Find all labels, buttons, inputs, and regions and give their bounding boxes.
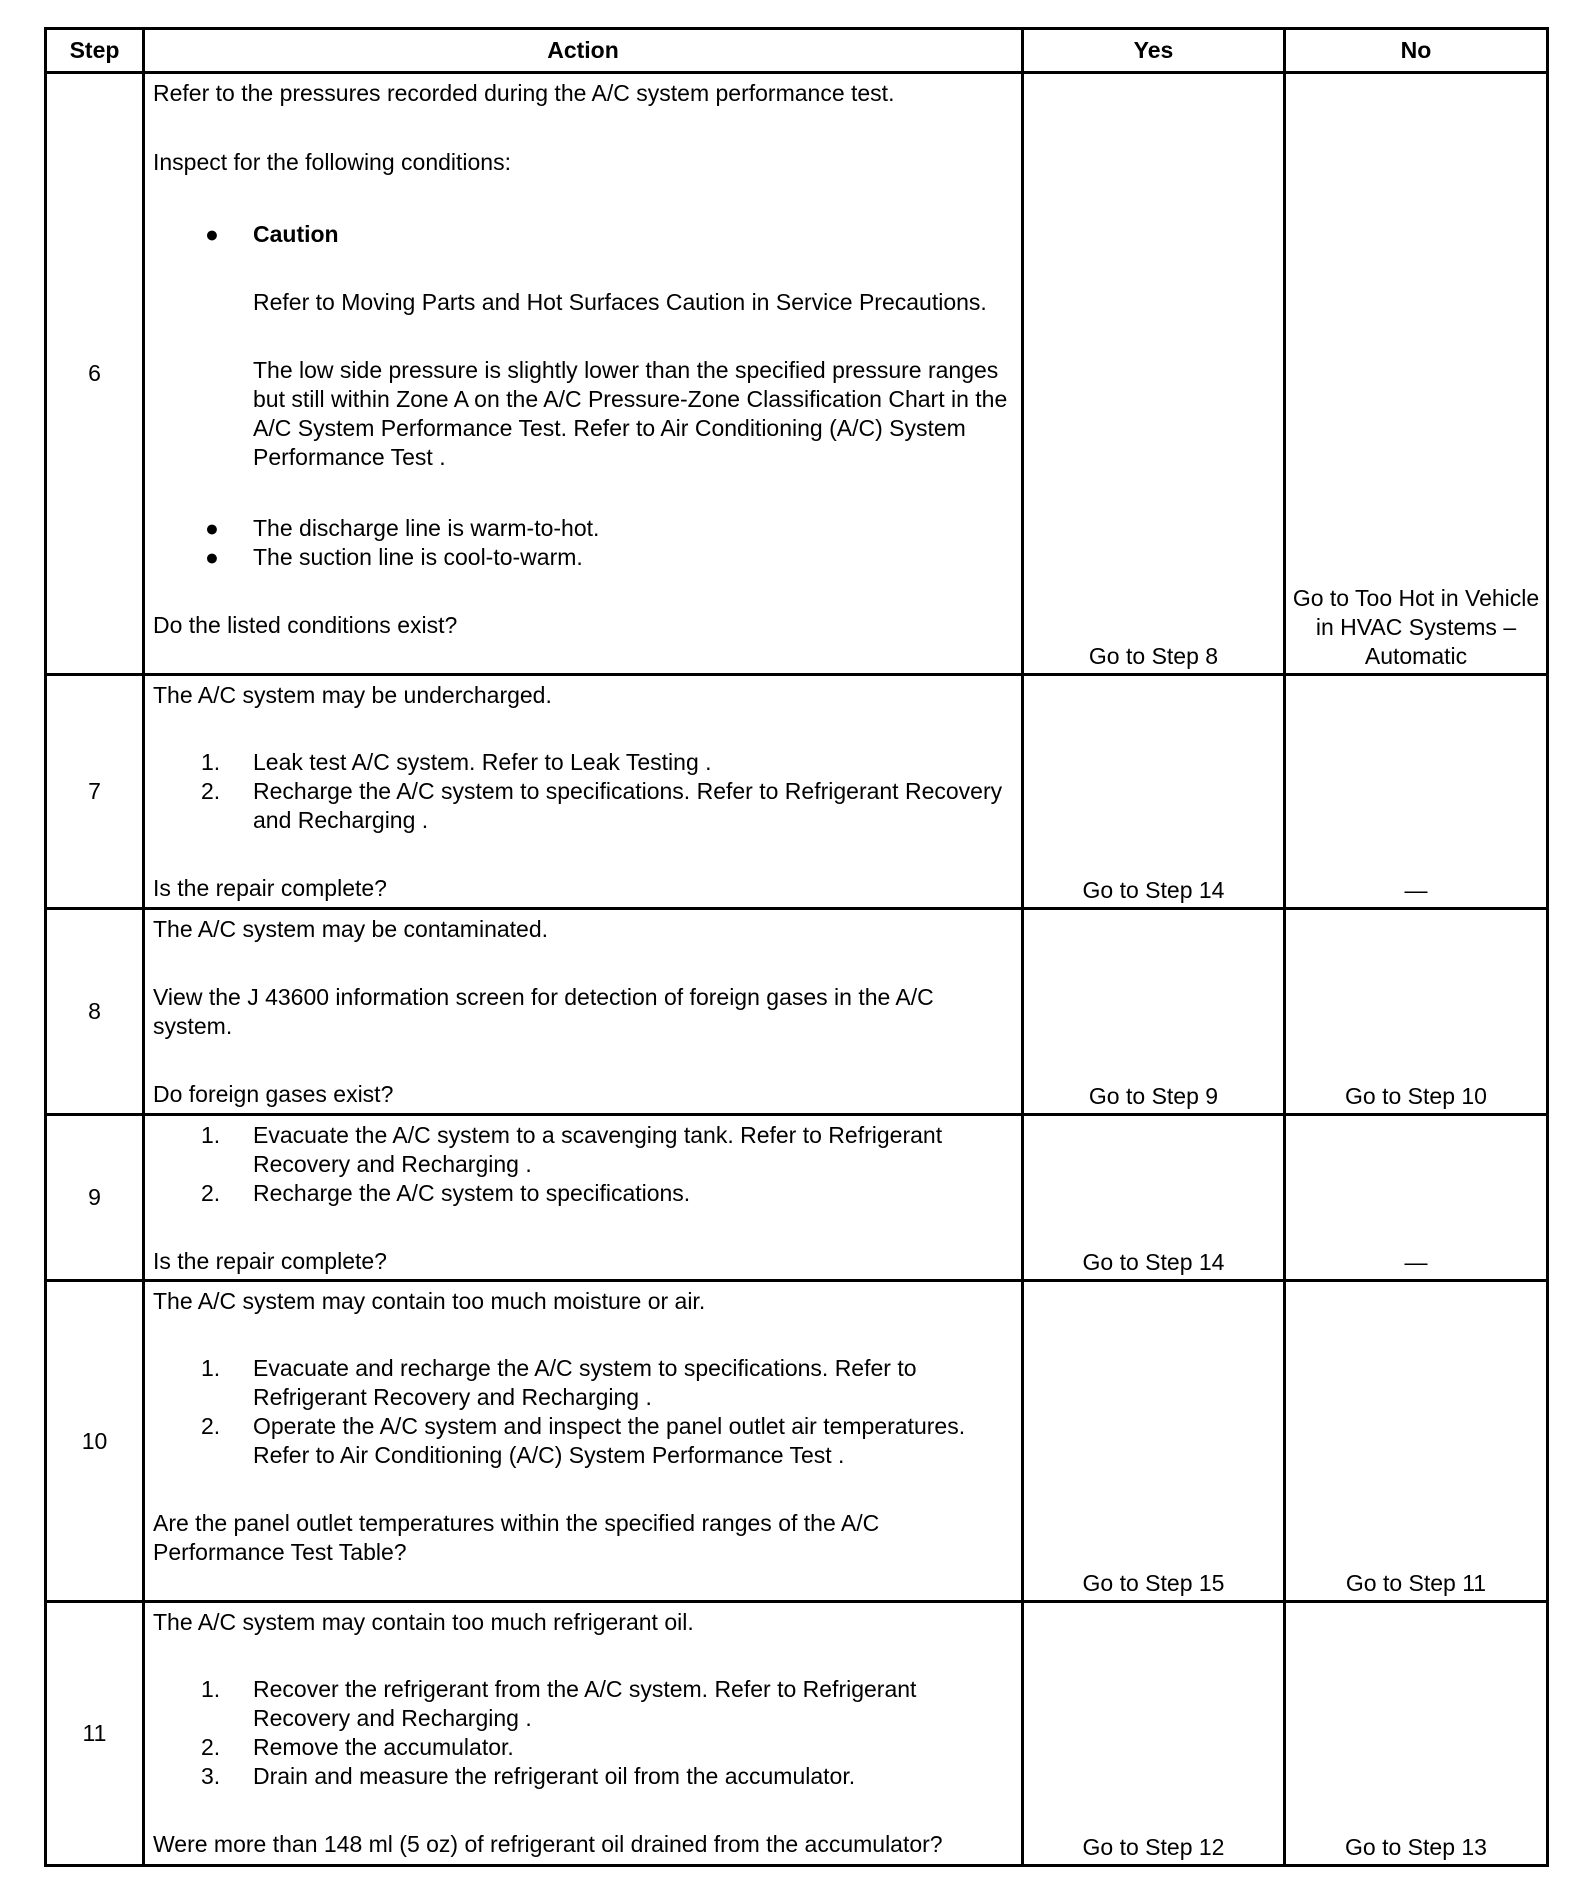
action-question: Are the panel outlet temperatures within the specified ranges of the A/C Performance Test Table? (153, 1510, 880, 1565)
action-question: Do foreign gases exist? (153, 1081, 394, 1107)
list-item: 2. Recharge the A/C system to specifications. (201, 1180, 691, 1206)
action-inspect: Inspect for the following conditions: (153, 149, 511, 175)
list-item: 1. Evacuate and recharge the A/C system to specifications. Refer to Refrigerant Recovery and Recharging . (201, 1355, 917, 1410)
action-intro: The A/C system may contain too much refrigerant oil. (153, 1609, 694, 1635)
step-list (153, 1675, 1013, 1791)
action-question: Do the listed conditions exist? (153, 612, 458, 638)
list-item (153, 220, 1013, 472)
table-header-row (46, 29, 1548, 73)
step-number: 10 (46, 1281, 144, 1602)
header-yes: Yes (1023, 29, 1285, 73)
action-question: Is the repair complete? (153, 1248, 387, 1274)
caution-title: Caution (253, 221, 339, 247)
step-number: 6 (46, 73, 144, 675)
list-item-text: Remove the accumulator. (253, 1734, 514, 1760)
no-result: Go to Too Hot in Vehicle in HVAC Systems – Automatic (1285, 73, 1548, 675)
step-number: 11 (46, 1602, 144, 1866)
no-result: — (1285, 1115, 1548, 1281)
list-item: 2. Operate the A/C system and inspect the panel outlet air temperatures. Refer to Air Conditioning (A/C) System Performance Test . (201, 1413, 966, 1468)
list-item-text: Recharge the A/C system to specifications. (253, 1180, 691, 1206)
yes-result: Go to Step 8 (1023, 73, 1285, 675)
action-cell (144, 909, 1023, 1115)
table-row (46, 909, 1548, 1115)
diagnostic-table (44, 27, 1549, 1867)
header-step: Step (46, 29, 144, 73)
list-item (153, 543, 1013, 572)
list-item-text: Recover the refrigerant from the A/C system. Refer to Refrigerant Recovery and Recharging . (253, 1676, 917, 1731)
list-item-text: The discharge line is warm-to-hot. (253, 515, 600, 541)
list-item-text: Operate the A/C system and inspect the panel outlet air temperatures. Refer to Air Conditioning (A/C) System Performance Test . (253, 1413, 966, 1468)
list-item (153, 514, 1013, 543)
header-action: Action (144, 29, 1023, 73)
list-item-text: Recharge the A/C system to specifications. Refer to Refrigerant Recovery and Recharging . (253, 778, 1003, 833)
list-item-text: Leak test A/C system. Refer to Leak Testing . (253, 749, 712, 775)
action-intro: The A/C system may be contaminated. (153, 916, 549, 942)
action-cell (144, 1602, 1023, 1866)
action-question: Is the repair complete? (153, 875, 387, 901)
step-number: 7 (46, 675, 144, 909)
low-side-condition: The low side pressure is slightly lower than the specified pressure ranges but still within Zone A on the A/C Pressure-Zone Classification Chart in the A/C System Performance Test. Refer to Air Conditioning (A/C) System Performance Test . (253, 357, 1008, 470)
list-item: 1. Leak test A/C system. Refer to Leak Testing . (201, 749, 712, 775)
table-row (46, 1281, 1548, 1602)
list-item-text: Drain and measure the refrigerant oil from the accumulator. (253, 1763, 856, 1789)
list-item: 3. Drain and measure the refrigerant oil from the accumulator. (201, 1763, 856, 1789)
action-cell (144, 1115, 1023, 1281)
list-item: 1. Evacuate the A/C system to a scavenging tank. Refer to Refrigerant Recovery and Recharging . (201, 1122, 943, 1177)
no-result: — (1285, 675, 1548, 909)
step-list (153, 748, 1013, 835)
action-intro: The A/C system may be undercharged. (153, 682, 552, 708)
yes-result: Go to Step 14 (1023, 1115, 1285, 1281)
step-list (153, 1354, 1013, 1470)
header-no: No (1285, 29, 1548, 73)
list-item-text: Evacuate the A/C system to a scavenging tank. Refer to Refrigerant Recovery and Recharging . (253, 1122, 943, 1177)
condition-list (153, 220, 1013, 572)
yes-result: Go to Step 9 (1023, 909, 1285, 1115)
step-number: 8 (46, 909, 144, 1115)
list-item: 2. Remove the accumulator. (201, 1734, 514, 1760)
action-cell (144, 1281, 1023, 1602)
table-row (46, 73, 1548, 675)
no-result: Go to Step 13 (1285, 1602, 1548, 1866)
no-result: Go to Step 10 (1285, 909, 1548, 1115)
caution-text: Refer to Moving Parts and Hot Surfaces Caution in Service Precautions. (253, 289, 987, 315)
action-cell (144, 675, 1023, 909)
bullet-icon: ● (205, 544, 219, 570)
yes-result: Go to Step 14 (1023, 675, 1285, 909)
list-item-text: The suction line is cool-to-warm. (253, 544, 583, 570)
bullet-icon: ● (205, 515, 219, 541)
table-row (46, 1115, 1548, 1281)
action-view: View the J 43600 information screen for detection of foreign gases in the A/C system. (153, 984, 934, 1039)
list-item-text: Evacuate and recharge the A/C system to specifications. Refer to Refrigerant Recovery and Recharging . (253, 1355, 917, 1410)
action-intro: The A/C system may contain too much moisture or air. (153, 1288, 706, 1314)
bullet-icon: ● (205, 221, 219, 247)
no-result: Go to Step 11 (1285, 1281, 1548, 1602)
action-cell (144, 73, 1023, 675)
step-list (153, 1121, 1013, 1208)
step-number: 9 (46, 1115, 144, 1281)
action-intro: Refer to the pressures recorded during the A/C system performance test. (153, 80, 895, 106)
list-item: 2. Recharge the A/C system to specifications. Refer to Refrigerant Recovery and Recharging . (201, 778, 1003, 833)
action-question: Were more than 148 ml (5 oz) of refrigerant oil drained from the accumulator? (153, 1831, 943, 1857)
yes-result: Go to Step 15 (1023, 1281, 1285, 1602)
table-row (46, 675, 1548, 909)
list-item: 1. Recover the refrigerant from the A/C system. Refer to Refrigerant Recovery and Recharging . (201, 1676, 917, 1731)
yes-result: Go to Step 12 (1023, 1602, 1285, 1866)
table-row (46, 1602, 1548, 1866)
